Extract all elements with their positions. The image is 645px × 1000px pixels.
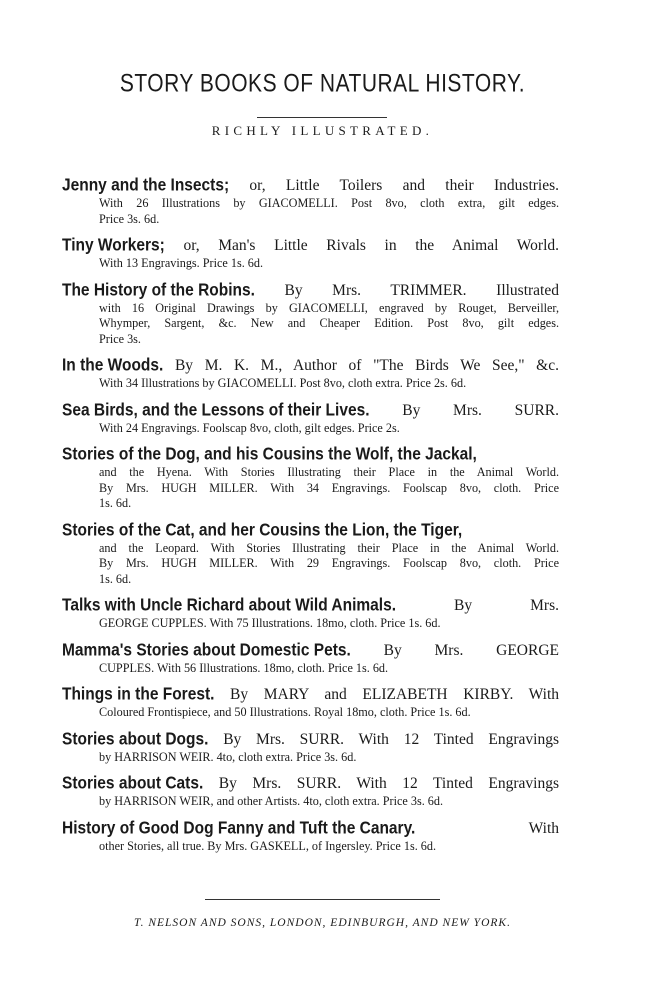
entry-line: CUPPLES. With 56 Illustrations. 18mo, cloth. Price 1s. 6d. — [99, 660, 389, 675]
book-title: In the Woods. — [62, 355, 164, 375]
entry-line: 1s. 6d. — [99, 496, 132, 510]
entry-text: By Mrs. GEORGE — [383, 641, 559, 659]
entry-line: 1s. 6d. — [99, 571, 132, 586]
entry-first-line — [62, 819, 559, 839]
entry-text: By Mrs. SURR. — [402, 401, 560, 419]
book-entry — [62, 521, 559, 588]
entry-text: or, Man's Little Rivals in the Animal World. — [183, 237, 560, 254]
entry-line: With 34 Illustrations by GIACOMELLI. Post 8vo, cloth extra. Price 2s. 6d. — [99, 376, 467, 390]
book-title: Sea Birds, and the Lessons of their Lives. — [62, 400, 370, 420]
entry-first-line — [62, 596, 559, 616]
entry-line: other Stories, all true. By Mrs. GASKELL, of Ingersley. Price 1s. 6d. — [99, 838, 437, 853]
entry-first-line — [62, 401, 559, 421]
book-title: Mamma's Stories about Domestic Pets. — [62, 640, 351, 660]
book-title: Stories of the Cat, and her Cousins the Lion, the Tiger, — [62, 520, 463, 540]
entry-line: by HARRISON WEIR. 4to, cloth extra. Price 3s. 6d. — [99, 749, 357, 764]
book-entry — [62, 356, 559, 392]
book-title: Stories about Dogs. — [62, 729, 209, 749]
book-entry — [62, 236, 559, 272]
page-title: STORY BOOKS OF NATURAL HISTORY. — [119, 70, 526, 98]
book-title: Stories about Cats. — [62, 773, 204, 793]
book-title: Jenny and the Insects; — [62, 175, 230, 195]
entry-line: By Mrs. HUGH MILLER. With 34 Engravings. Foolscap 8vo, cloth. Price — [99, 480, 559, 495]
entry-line: Price 3s. 6d. — [99, 211, 160, 226]
book-entry — [62, 176, 559, 227]
book-title: Tiny Workers; — [62, 235, 165, 255]
entry-first-line — [62, 521, 559, 541]
entry-line: Coloured Frontispiece, and 50 Illustrations. Royal 18mo, cloth. Price 1s. 6d. — [99, 705, 471, 719]
book-entry — [62, 641, 559, 677]
entry-first-line — [62, 685, 559, 705]
book-entry — [62, 445, 559, 512]
book-entry — [62, 819, 559, 855]
book-list — [62, 176, 559, 863]
entry-text: or, Little Toilers and their Industries. — [249, 177, 560, 194]
entry-first-line — [62, 236, 559, 256]
book-entry — [62, 685, 559, 721]
book-title: The History of the Robins. — [62, 280, 255, 300]
title-rule — [257, 117, 387, 118]
entry-text: By M. K. M., Author of "The Birds We See," &c. — [174, 357, 559, 374]
entry-first-line — [62, 641, 559, 661]
entry-line: Price 3s. — [99, 331, 141, 346]
entry-text: With — [528, 819, 559, 837]
entry-first-line — [62, 356, 559, 376]
footer-rule — [205, 899, 440, 900]
book-title: Talks with Uncle Richard about Wild Animals. — [62, 595, 397, 615]
entry-line: Whymper, Sargent, &c. New and Cheaper Edition. Post 8vo, gilt edges. — [99, 316, 559, 330]
entry-text: By Mrs. — [454, 597, 559, 614]
book-title: Stories of the Dog, and his Cousins the Wolf, the Jackal, — [62, 444, 477, 464]
entry-line: and the Hyena. With Stories Illustrating their Place in the Animal World. — [99, 465, 559, 479]
entry-text: By Mrs. SURR. With 12 Tinted Engravings — [218, 775, 559, 792]
entry-line: By Mrs. HUGH MILLER. With 29 Engravings. Foolscap 8vo, cloth. Price — [99, 556, 559, 570]
entry-first-line — [62, 176, 559, 196]
book-entry — [62, 730, 559, 766]
entry-text: By Mrs. TRIMMER. Illustrated — [284, 281, 559, 299]
entry-line: with 16 Original Drawings by GIACOMELLI, engraved by Rouget, Berveiller, — [99, 300, 559, 315]
entry-first-line — [62, 445, 559, 465]
entry-text: By Mrs. SURR. With 12 Tinted Engravings — [223, 730, 559, 748]
book-entry — [62, 596, 559, 632]
entry-first-line — [62, 730, 559, 750]
entry-line: With 13 Engravings. Price 1s. 6d. — [99, 256, 264, 270]
book-entry — [62, 281, 559, 348]
entry-first-line — [62, 774, 559, 794]
publisher-imprint: T. NELSON AND SONS, LONDON, EDINBURGH, AND NEW YORK. — [134, 917, 511, 929]
entry-first-line — [62, 281, 559, 301]
book-entry — [62, 401, 559, 437]
entry-line: With 24 Engravings. Foolscap 8vo, cloth, gilt edges. Price 2s. — [99, 420, 400, 435]
book-title: Things in the Forest. — [62, 684, 215, 704]
entry-line: by HARRISON WEIR, and other Artists. 4to, cloth extra. Price 3s. 6d. — [99, 794, 444, 808]
page-subtitle: RICHLY ILLUSTRATED. — [211, 123, 434, 138]
book-title: History of Good Dog Fanny and Tuft the Canary. — [62, 818, 416, 838]
entry-line: GEORGE CUPPLES. With 75 Illustrations. 18mo, cloth. Price 1s. 6d. — [99, 616, 441, 630]
entry-text: By MARY and ELIZABETH KIRBY. With — [230, 686, 560, 703]
entry-line: With 26 Illustrations by GIACOMELLI. Post 8vo, cloth extra, gilt edges. — [99, 196, 559, 210]
entry-line: and the Leopard. With Stories Illustrating their Place in the Animal World. — [99, 540, 559, 555]
book-entry — [62, 774, 559, 810]
